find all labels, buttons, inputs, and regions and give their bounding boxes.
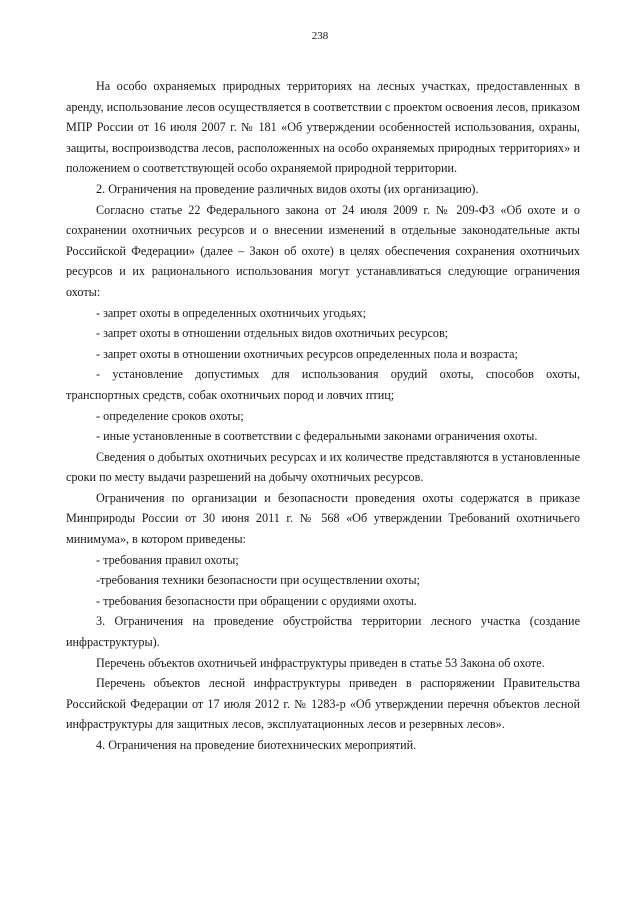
list-item: - установление допустимых для использования орудий охоты, способов охоты, транспортных средств, собак охотничьих пород и ловчих птиц; — [66, 367, 580, 402]
document-body — [66, 76, 580, 756]
list-item: - определение сроков охоты; — [96, 408, 244, 423]
list-item: - требования правил охоты; — [96, 552, 239, 567]
paragraph-hunting-reports: Сведения о добытых охотничьих ресурсах и их количестве представляются в установленные сроки по месту выдачи разрешений на добычу охотничьих ресурсов. — [66, 449, 580, 485]
list-item: - запрет охоты в отношении отдельных видов охотничьих ресурсов; — [96, 326, 449, 341]
heading-infrastructure-restrictions: 3. Ограничения на проведение обустройства территории лесного участка (создание инфраструктуры). — [66, 614, 580, 650]
paragraph-hunting-infrastructure: Перечень объектов охотничьей инфраструктуры приведен в статье 53 Закона об охоте. — [96, 655, 545, 670]
page-number: 238 — [311, 30, 329, 42]
list-item: - требования безопасности при обращении с орудиями охоты. — [96, 593, 417, 608]
paragraph-protected-territories: На особо охраняемых природных территориях на лесных участках, предоставленных в аренду, использование лесов осуществляется в соответствии с проектом освоения лесов, приказом МПР России от 16 июля 2007 г. № 181 «Об утверждении особенностей использования, охраны, защиты, воспроизводства лесов, расположенных на особо охраняемых природных территориях» и положением о соответствующей особо охраняемой природной территории. — [66, 79, 580, 176]
heading-biotechnical-restrictions: 4. Ограничения на проведение биотехнических мероприятий. — [96, 738, 417, 752]
paragraph-forest-infrastructure: Перечень объектов лесной инфраструктуры приведен в распоряжении Правительства Российской Федерации от 17 июля 2012 г. № 1283-р «Об утверждении перечня объектов лесной инфраструктуры для защитных лесов, эксплуатационных лесов и резервных лесов». — [66, 676, 580, 732]
list-item: - иные установленные в соответствии с федеральными законами ограничения охоты. — [96, 429, 538, 444]
list-item: - запрет охоты в отношении охотничьих ресурсов определенных пола и возраста; — [96, 346, 518, 361]
list-item: -требования техники безопасности при осуществлении охоты; — [96, 573, 420, 588]
heading-hunting-restrictions: 2. Ограничения на проведение различных видов охоты (их организацию). — [96, 181, 479, 196]
paragraph-hunting-law: Согласно статье 22 Федерального закона от 24 июля 2009 г. № 209-ФЗ «Об охоте и о сохранении охотничьих ресурсов и о внесении изменений в отдельные законодательные акты Российской Федерации» (далее – Закон об охоте) в целях обеспечения сохранения охотничьих ресурсов и их рационального использования могут устанавливаться следующие ограничения охоты: — [66, 202, 580, 299]
list-item: - запрет охоты в определенных охотничьих угодьях; — [96, 305, 367, 320]
paragraph-hunting-safety: Ограничения по организации и безопасности проведения охоты содержатся в приказе Минприроды России от 30 июня 2011 г. № 568 «Об утверждении Требований охотничьего минимума», в котором приведены: — [66, 490, 580, 547]
